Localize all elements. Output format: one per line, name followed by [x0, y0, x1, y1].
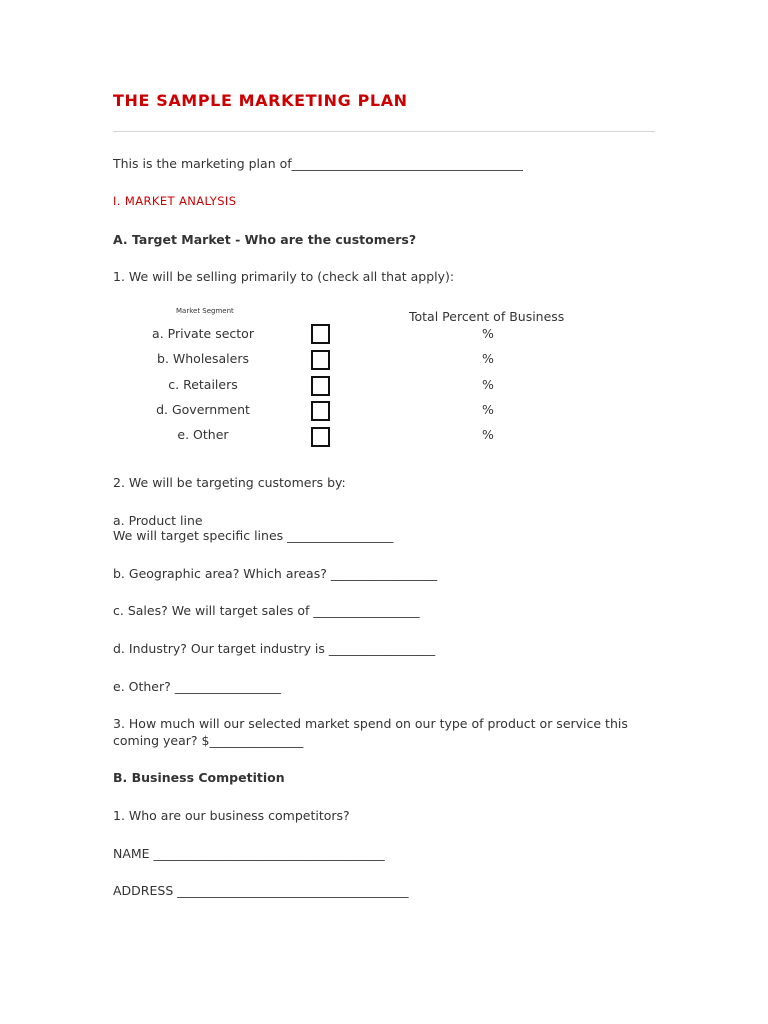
competitor-name-field: NAME _____________________________________: [113, 846, 385, 861]
percent-retailers: %: [482, 377, 494, 392]
column-header-market-segment: Market Segment: [176, 307, 234, 315]
checkbox-private-sector[interactable]: [311, 324, 330, 344]
percent-government: %: [482, 402, 494, 417]
question-3-line-1: 3. How much will our selected market spend on our type of product or service this: [113, 716, 628, 731]
document-title: THE SAMPLE MARKETING PLAN: [113, 91, 408, 110]
column-header-total-percent: Total Percent of Business: [409, 309, 565, 324]
competitor-address-field: ADDRESS _____________________________________: [113, 883, 409, 898]
subsection-business-competition: B. Business Competition: [113, 770, 285, 785]
question-2: 2. We will be targeting customers by:: [113, 475, 346, 490]
question-2d-field: d. Industry? Our target industry is _________________: [113, 641, 436, 656]
question-2b-field: b. Geographic area? Which areas? _________________: [113, 566, 438, 581]
question-2c-field: c. Sales? We will target sales of _________________: [113, 603, 420, 618]
segment-label-other: e. Other: [177, 427, 229, 442]
percent-private-sector: %: [482, 326, 494, 341]
segment-label-wholesalers: b. Wholesalers: [157, 351, 249, 366]
competition-question-1: 1. Who are our business competitors?: [113, 808, 350, 823]
title-divider: [113, 131, 655, 132]
percent-wholesalers: %: [482, 351, 494, 366]
question-3-line-2: coming year? $_______________: [113, 733, 304, 748]
section-market-analysis: I. MARKET ANALYSIS: [113, 194, 237, 208]
segment-label-private-sector: a. Private sector: [152, 326, 254, 341]
segment-label-retailers: c. Retailers: [168, 377, 238, 392]
subsection-target-market: A. Target Market - Who are the customers?: [113, 232, 417, 247]
intro-line: This is the marketing plan of_____________________________________: [113, 156, 523, 171]
checkbox-wholesalers[interactable]: [311, 350, 330, 370]
question-2a-field: We will target specific lines _________________: [113, 528, 394, 543]
question-2e-field: e. Other? _________________: [113, 679, 281, 694]
question-2a-title: a. Product line: [113, 513, 203, 528]
checkbox-retailers[interactable]: [311, 376, 330, 396]
checkbox-other[interactable]: [311, 427, 330, 447]
segment-label-government: d. Government: [156, 402, 250, 417]
checkbox-government[interactable]: [311, 401, 330, 421]
percent-other: %: [482, 427, 494, 442]
question-1: 1. We will be selling primarily to (check all that apply):: [113, 269, 455, 284]
